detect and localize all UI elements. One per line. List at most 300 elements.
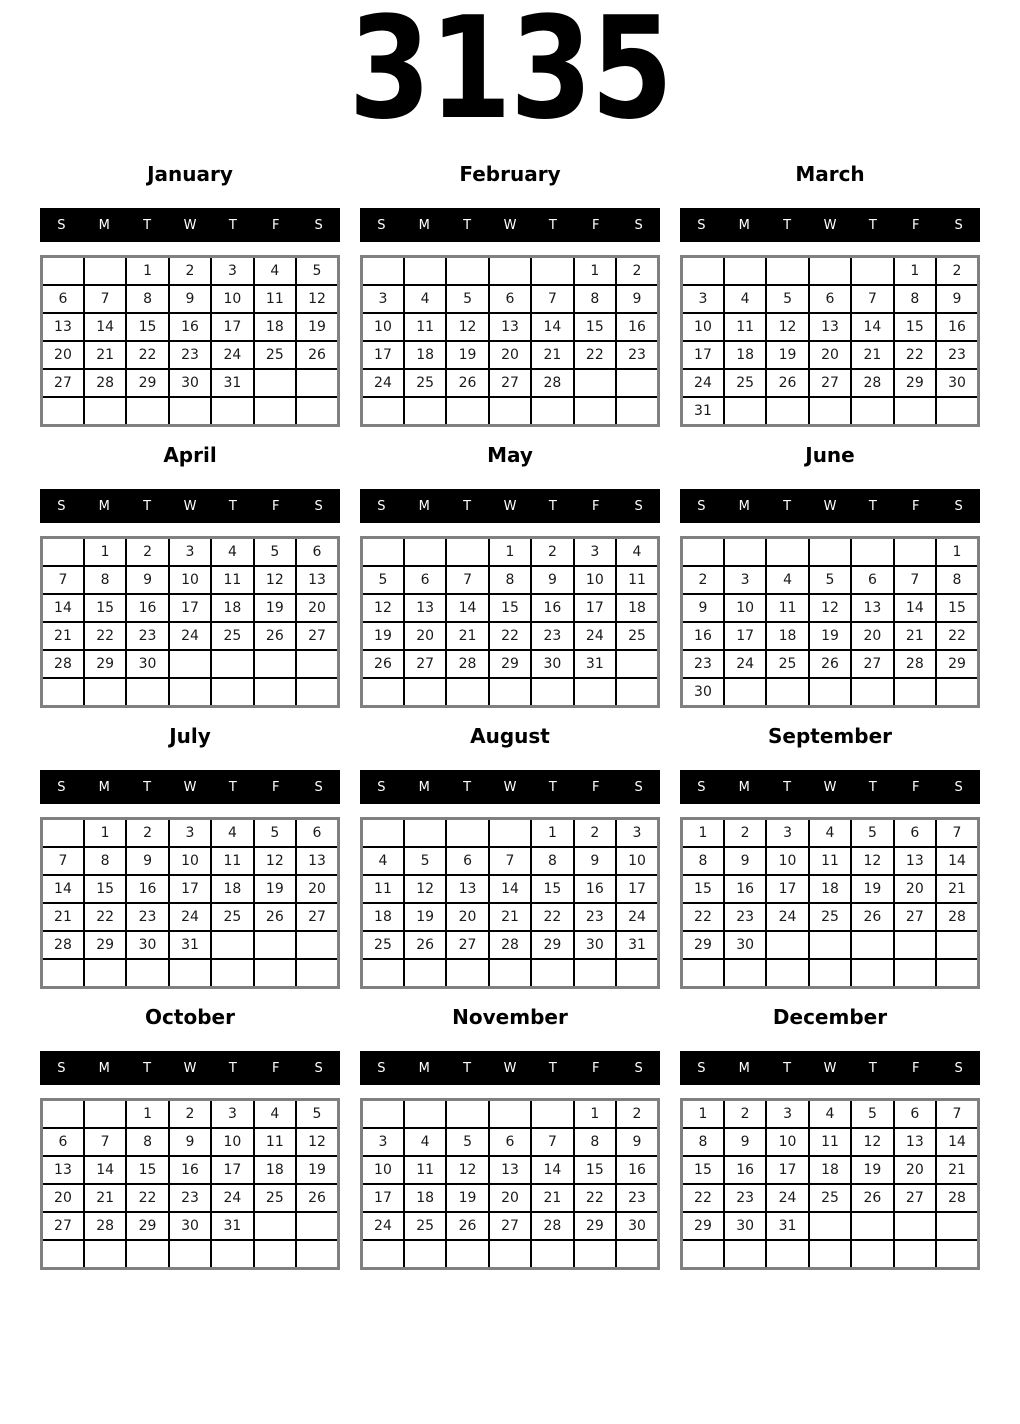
month-title: July xyxy=(169,724,211,748)
day-cell: 8 xyxy=(574,285,616,313)
empty-cell xyxy=(254,678,296,707)
empty-cell xyxy=(809,959,851,988)
empty-cell xyxy=(42,397,84,426)
day-cell: 15 xyxy=(682,875,724,903)
month-february xyxy=(360,160,660,427)
day-cell: 6 xyxy=(42,285,84,313)
day-cell: 13 xyxy=(42,1156,84,1184)
day-cell: 16 xyxy=(616,1156,658,1184)
weekday-cell: F xyxy=(271,779,280,795)
week-row xyxy=(682,903,979,931)
week-row xyxy=(362,931,659,959)
week-row xyxy=(682,257,979,286)
day-cell: 27 xyxy=(894,903,936,931)
day-cell: 26 xyxy=(404,931,446,959)
day-cell: 15 xyxy=(126,313,168,341)
month-june xyxy=(680,441,980,708)
day-cell: 3 xyxy=(169,538,211,567)
weekday-cell: M xyxy=(98,1060,110,1076)
week-row xyxy=(42,875,339,903)
month-title: May xyxy=(487,443,533,467)
day-cell: 10 xyxy=(766,1128,808,1156)
day-cell: 5 xyxy=(446,285,488,313)
weekday-header xyxy=(40,770,340,804)
empty-cell xyxy=(169,650,211,678)
day-cell: 19 xyxy=(766,341,808,369)
day-cell: 1 xyxy=(126,1100,168,1129)
day-cell: 2 xyxy=(531,538,573,567)
empty-cell xyxy=(404,678,446,707)
month-may xyxy=(360,441,660,708)
day-cell: 28 xyxy=(489,931,531,959)
empty-cell xyxy=(809,397,851,426)
day-cell: 24 xyxy=(766,903,808,931)
day-cell: 10 xyxy=(574,566,616,594)
day-cell: 25 xyxy=(362,931,404,959)
day-cell: 29 xyxy=(126,1212,168,1240)
month-title: October xyxy=(145,1005,235,1029)
month-november xyxy=(360,1003,660,1270)
week-row xyxy=(682,369,979,397)
day-cell: 26 xyxy=(254,903,296,931)
day-cell: 24 xyxy=(211,341,253,369)
day-cell: 20 xyxy=(489,1184,531,1212)
weekday-cell: F xyxy=(271,217,280,233)
day-cell: 9 xyxy=(169,285,211,313)
day-cell: 23 xyxy=(682,650,724,678)
empty-cell xyxy=(724,397,766,426)
day-cell: 16 xyxy=(126,594,168,622)
day-cell: 31 xyxy=(616,931,658,959)
day-cell: 14 xyxy=(489,875,531,903)
week-row xyxy=(682,1212,979,1240)
day-cell: 6 xyxy=(404,566,446,594)
empty-cell xyxy=(489,959,531,988)
month-title: April xyxy=(163,443,217,467)
empty-cell xyxy=(362,1240,404,1269)
month-grid xyxy=(40,817,340,989)
day-cell: 28 xyxy=(894,650,936,678)
month-grid xyxy=(360,255,660,427)
weekday-cell: M xyxy=(98,498,110,514)
day-cell: 9 xyxy=(126,847,168,875)
day-cell: 22 xyxy=(84,903,126,931)
day-cell: 6 xyxy=(894,819,936,848)
day-cell: 7 xyxy=(936,1100,978,1129)
weekday-cell: T xyxy=(783,217,792,233)
day-cell: 8 xyxy=(682,1128,724,1156)
day-cell: 23 xyxy=(574,903,616,931)
day-cell: 8 xyxy=(489,566,531,594)
day-cell: 29 xyxy=(574,1212,616,1240)
day-cell: 7 xyxy=(84,285,126,313)
empty-cell xyxy=(84,678,126,707)
day-cell: 12 xyxy=(809,594,851,622)
empty-cell xyxy=(489,678,531,707)
day-cell: 12 xyxy=(404,875,446,903)
empty-cell xyxy=(296,1212,338,1240)
day-cell: 29 xyxy=(84,931,126,959)
month-grid xyxy=(360,536,660,708)
empty-cell xyxy=(936,397,978,426)
day-cell: 23 xyxy=(936,341,978,369)
day-cell: 28 xyxy=(446,650,488,678)
day-cell: 2 xyxy=(682,566,724,594)
month-january xyxy=(40,160,340,427)
empty-cell xyxy=(851,1240,893,1269)
weekday-cell: T xyxy=(228,217,237,233)
weekday-cell: F xyxy=(591,217,600,233)
week-row xyxy=(362,819,659,848)
day-cell: 22 xyxy=(682,1184,724,1212)
day-cell: 30 xyxy=(126,931,168,959)
day-cell: 21 xyxy=(42,622,84,650)
day-cell: 17 xyxy=(766,875,808,903)
day-cell: 24 xyxy=(169,622,211,650)
empty-cell xyxy=(531,678,573,707)
day-cell: 18 xyxy=(254,313,296,341)
day-cell: 31 xyxy=(211,369,253,397)
day-cell: 19 xyxy=(362,622,404,650)
weekday-header xyxy=(360,489,660,523)
day-cell: 18 xyxy=(809,1156,851,1184)
day-cell: 9 xyxy=(724,847,766,875)
day-cell: 11 xyxy=(254,1128,296,1156)
empty-cell xyxy=(489,397,531,426)
week-row xyxy=(362,875,659,903)
day-cell: 2 xyxy=(169,1100,211,1129)
day-cell: 23 xyxy=(724,1184,766,1212)
day-cell: 26 xyxy=(851,903,893,931)
weekday-cell: T xyxy=(463,1060,472,1076)
day-cell: 30 xyxy=(574,931,616,959)
empty-cell xyxy=(682,1240,724,1269)
day-cell: 21 xyxy=(936,875,978,903)
day-cell: 25 xyxy=(254,1184,296,1212)
day-cell: 21 xyxy=(851,341,893,369)
empty-cell xyxy=(296,931,338,959)
day-cell: 12 xyxy=(851,847,893,875)
weekday-cell: W xyxy=(503,1060,517,1076)
week-row xyxy=(362,622,659,650)
day-cell: 4 xyxy=(616,538,658,567)
empty-cell xyxy=(936,959,978,988)
weekday-cell: W xyxy=(503,217,517,233)
empty-cell xyxy=(296,650,338,678)
empty-cell xyxy=(724,1240,766,1269)
day-cell: 17 xyxy=(682,341,724,369)
week-row xyxy=(362,1240,659,1269)
empty-cell xyxy=(809,1240,851,1269)
day-cell: 13 xyxy=(894,847,936,875)
day-cell: 10 xyxy=(724,594,766,622)
day-cell: 28 xyxy=(936,1184,978,1212)
weekday-cell: S xyxy=(954,498,963,514)
empty-cell xyxy=(936,931,978,959)
weekday-cell: M xyxy=(418,1060,430,1076)
day-cell: 22 xyxy=(936,622,978,650)
day-cell: 4 xyxy=(809,1100,851,1129)
day-cell: 14 xyxy=(894,594,936,622)
weekday-cell: W xyxy=(183,779,197,795)
weekday-header xyxy=(680,1051,980,1085)
weekday-cell: W xyxy=(503,498,517,514)
month-march xyxy=(680,160,980,427)
empty-cell xyxy=(851,397,893,426)
day-cell: 8 xyxy=(531,847,573,875)
weekday-cell: S xyxy=(954,1060,963,1076)
empty-cell xyxy=(766,678,808,707)
week-row xyxy=(42,622,339,650)
empty-cell xyxy=(254,369,296,397)
weekday-cell: T xyxy=(868,498,877,514)
empty-cell xyxy=(894,1240,936,1269)
day-cell: 7 xyxy=(531,285,573,313)
weekday-cell: M xyxy=(418,779,430,795)
day-cell: 9 xyxy=(682,594,724,622)
day-cell: 24 xyxy=(362,1212,404,1240)
day-cell: 31 xyxy=(169,931,211,959)
empty-cell xyxy=(126,959,168,988)
day-cell: 5 xyxy=(362,566,404,594)
day-cell: 21 xyxy=(489,903,531,931)
day-cell: 31 xyxy=(766,1212,808,1240)
week-row xyxy=(42,847,339,875)
week-row xyxy=(42,819,339,848)
day-cell: 4 xyxy=(404,1128,446,1156)
weekday-header xyxy=(360,1051,660,1085)
day-cell: 9 xyxy=(574,847,616,875)
empty-cell xyxy=(809,678,851,707)
empty-cell xyxy=(446,1100,488,1129)
day-cell: 7 xyxy=(851,285,893,313)
day-cell: 8 xyxy=(84,847,126,875)
day-cell: 13 xyxy=(42,313,84,341)
week-row xyxy=(682,397,979,426)
day-cell: 29 xyxy=(126,369,168,397)
day-cell: 21 xyxy=(936,1156,978,1184)
month-title: September xyxy=(768,724,892,748)
weekday-cell: S xyxy=(57,779,66,795)
week-row xyxy=(42,903,339,931)
day-cell: 5 xyxy=(809,566,851,594)
day-cell: 26 xyxy=(446,369,488,397)
day-cell: 29 xyxy=(936,650,978,678)
day-cell: 27 xyxy=(489,369,531,397)
empty-cell xyxy=(616,650,658,678)
day-cell: 12 xyxy=(766,313,808,341)
day-cell: 10 xyxy=(169,566,211,594)
weekday-cell: F xyxy=(911,217,920,233)
weekday-cell: M xyxy=(738,779,750,795)
month-october xyxy=(40,1003,340,1270)
empty-cell xyxy=(616,397,658,426)
day-cell: 17 xyxy=(362,1184,404,1212)
day-cell: 9 xyxy=(126,566,168,594)
empty-cell xyxy=(404,819,446,848)
day-cell: 18 xyxy=(766,622,808,650)
week-row xyxy=(362,257,659,286)
empty-cell xyxy=(126,397,168,426)
weekday-cell: S xyxy=(57,1060,66,1076)
day-cell: 1 xyxy=(682,1100,724,1129)
day-cell: 11 xyxy=(404,313,446,341)
day-cell: 22 xyxy=(126,341,168,369)
day-cell: 11 xyxy=(809,1128,851,1156)
day-cell: 29 xyxy=(894,369,936,397)
empty-cell xyxy=(169,1240,211,1269)
day-cell: 13 xyxy=(296,847,338,875)
weekday-cell: T xyxy=(548,217,557,233)
day-cell: 15 xyxy=(574,1156,616,1184)
day-cell: 17 xyxy=(169,594,211,622)
week-row xyxy=(362,566,659,594)
day-cell: 19 xyxy=(296,1156,338,1184)
month-title: February xyxy=(459,162,561,186)
empty-cell xyxy=(126,1240,168,1269)
day-cell: 6 xyxy=(894,1100,936,1129)
week-row xyxy=(682,566,979,594)
day-cell: 3 xyxy=(211,257,253,286)
day-cell: 29 xyxy=(84,650,126,678)
week-row xyxy=(362,285,659,313)
weekday-cell: T xyxy=(228,498,237,514)
week-row xyxy=(682,341,979,369)
day-cell: 17 xyxy=(211,1156,253,1184)
day-cell: 25 xyxy=(404,369,446,397)
day-cell: 5 xyxy=(446,1128,488,1156)
day-cell: 30 xyxy=(682,678,724,707)
weekday-cell: F xyxy=(271,1060,280,1076)
day-cell: 6 xyxy=(296,819,338,848)
week-row xyxy=(362,847,659,875)
week-row xyxy=(682,622,979,650)
empty-cell xyxy=(42,1240,84,1269)
day-cell: 20 xyxy=(42,1184,84,1212)
day-cell: 30 xyxy=(724,1212,766,1240)
day-cell: 15 xyxy=(84,594,126,622)
day-cell: 14 xyxy=(84,313,126,341)
weekday-cell: M xyxy=(738,217,750,233)
day-cell: 10 xyxy=(211,285,253,313)
week-row xyxy=(42,566,339,594)
empty-cell xyxy=(169,397,211,426)
day-cell: 18 xyxy=(809,875,851,903)
day-cell: 23 xyxy=(724,903,766,931)
week-row xyxy=(42,257,339,286)
empty-cell xyxy=(851,257,893,286)
day-cell: 6 xyxy=(296,538,338,567)
day-cell: 18 xyxy=(404,341,446,369)
day-cell: 14 xyxy=(531,313,573,341)
weekday-cell: F xyxy=(911,779,920,795)
empty-cell xyxy=(724,257,766,286)
day-cell: 22 xyxy=(574,1184,616,1212)
weekday-cell: S xyxy=(697,217,706,233)
empty-cell xyxy=(682,959,724,988)
day-cell: 13 xyxy=(489,313,531,341)
weekday-cell: M xyxy=(418,217,430,233)
empty-cell xyxy=(724,538,766,567)
day-cell: 5 xyxy=(851,1100,893,1129)
week-row xyxy=(42,1240,339,1269)
day-cell: 14 xyxy=(936,1128,978,1156)
weekday-cell: T xyxy=(868,217,877,233)
weekday-cell: S xyxy=(954,217,963,233)
empty-cell xyxy=(489,1240,531,1269)
day-cell: 7 xyxy=(531,1128,573,1156)
week-row xyxy=(362,1156,659,1184)
day-cell: 2 xyxy=(616,257,658,286)
empty-cell xyxy=(362,819,404,848)
empty-cell xyxy=(851,1212,893,1240)
day-cell: 22 xyxy=(126,1184,168,1212)
weekday-cell: W xyxy=(183,217,197,233)
day-cell: 7 xyxy=(42,847,84,875)
weekday-header xyxy=(40,1051,340,1085)
week-row xyxy=(42,959,339,988)
empty-cell xyxy=(936,1240,978,1269)
weekday-cell: S xyxy=(377,1060,386,1076)
empty-cell xyxy=(211,931,253,959)
day-cell: 21 xyxy=(446,622,488,650)
week-row xyxy=(682,1240,979,1269)
empty-cell xyxy=(84,959,126,988)
day-cell: 18 xyxy=(404,1184,446,1212)
day-cell: 21 xyxy=(894,622,936,650)
day-cell: 16 xyxy=(936,313,978,341)
day-cell: 14 xyxy=(84,1156,126,1184)
empty-cell xyxy=(809,257,851,286)
month-grid xyxy=(40,1098,340,1270)
month-april xyxy=(40,441,340,708)
day-cell: 12 xyxy=(446,1156,488,1184)
day-cell: 7 xyxy=(84,1128,126,1156)
month-grid xyxy=(680,817,980,989)
day-cell: 1 xyxy=(84,538,126,567)
week-row xyxy=(362,1100,659,1129)
week-row xyxy=(42,1156,339,1184)
empty-cell xyxy=(404,959,446,988)
day-cell: 28 xyxy=(531,369,573,397)
day-cell: 20 xyxy=(42,341,84,369)
weekday-cell: T xyxy=(868,1060,877,1076)
day-cell: 8 xyxy=(84,566,126,594)
weekday-cell: W xyxy=(503,779,517,795)
weekday-cell: W xyxy=(823,217,837,233)
day-cell: 29 xyxy=(489,650,531,678)
day-cell: 31 xyxy=(211,1212,253,1240)
empty-cell xyxy=(126,678,168,707)
day-cell: 17 xyxy=(211,313,253,341)
day-cell: 21 xyxy=(42,903,84,931)
day-cell: 9 xyxy=(169,1128,211,1156)
day-cell: 19 xyxy=(296,313,338,341)
weekday-cell: W xyxy=(183,498,197,514)
day-cell: 13 xyxy=(404,594,446,622)
month-grid xyxy=(40,536,340,708)
weekday-header xyxy=(360,208,660,242)
weekday-cell: M xyxy=(98,779,110,795)
day-cell: 13 xyxy=(809,313,851,341)
empty-cell xyxy=(84,1100,126,1129)
day-cell: 18 xyxy=(616,594,658,622)
empty-cell xyxy=(766,931,808,959)
weekday-cell: T xyxy=(548,779,557,795)
day-cell: 15 xyxy=(531,875,573,903)
empty-cell xyxy=(254,1212,296,1240)
week-row xyxy=(362,538,659,567)
